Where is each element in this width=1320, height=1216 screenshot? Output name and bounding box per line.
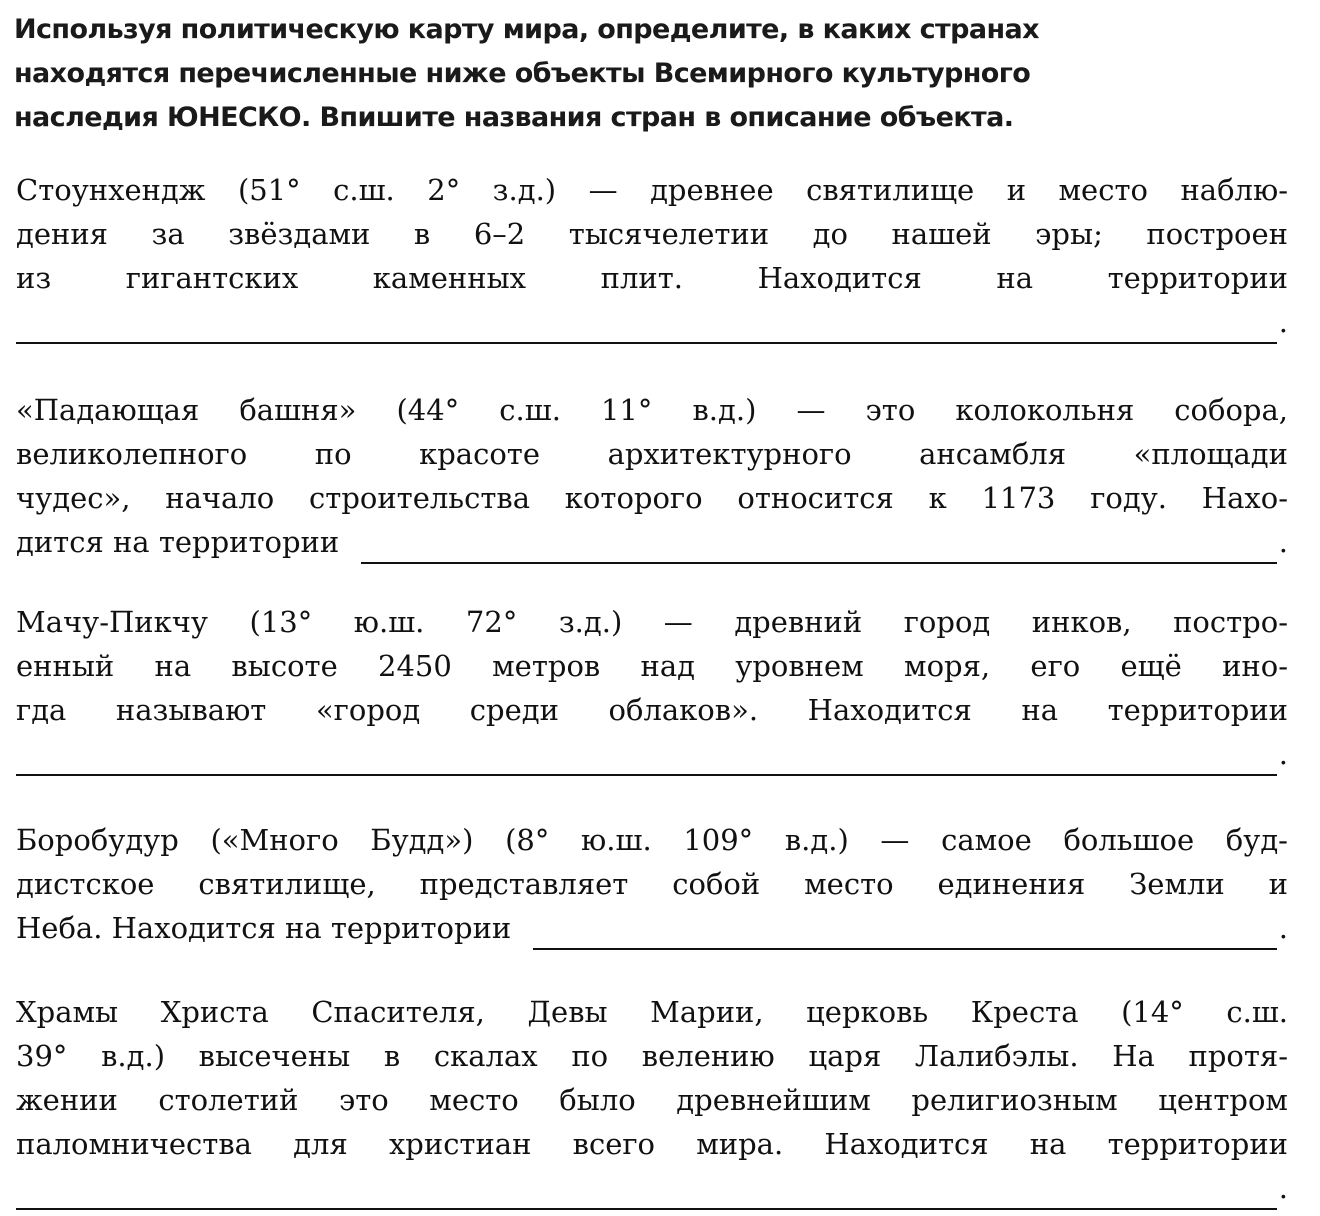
item-text-line: чудес», начало строительства которого относится к 1173 году. Нахо-: [16, 481, 1288, 515]
item-text-line: енный на высоте 2450 метров над уровнем моря, его ещё ино-: [16, 649, 1288, 683]
item-borobudur: [16, 818, 1288, 950]
instruction-line: Используя политическую карту мира, определите, в каких странах: [14, 14, 1039, 45]
item-text-line: дения за звёздами в 6–2 тысячелетии до нашей эры; построен: [16, 217, 1288, 251]
instruction-line: наследия ЮНЕСКО. Впишите названия стран в описание объекта.: [14, 102, 1014, 133]
item-text-line: великолепного по красоте архитектурного ансамбля «площади: [16, 437, 1288, 471]
item-text-line: дистское святилище, представляет собой место единения Земли и: [16, 867, 1288, 901]
item-lalibela: [16, 990, 1288, 1210]
item-text-line: Храмы Христа Спасителя, Девы Марии, церковь Креста (14° с.ш.: [16, 995, 1288, 1029]
item-tail-text: дится на территории: [16, 525, 340, 559]
answer-line: [16, 300, 1288, 344]
answer-line: [16, 732, 1288, 776]
answer-line: [16, 1166, 1288, 1210]
answer-period: .: [1278, 1171, 1288, 1205]
item-leaning-tower: [16, 388, 1288, 564]
item-text-line: жении столетий это место было древнейшим религиозным центром: [16, 1083, 1288, 1117]
answer-period: .: [1278, 305, 1288, 339]
answer-line: [16, 906, 1288, 950]
answer-line: [16, 520, 1288, 564]
item-text-line: «Падающая башня» (44° с.ш. 11° в.д.) — это колокольня собора,: [16, 393, 1288, 427]
answer-period: .: [1278, 737, 1288, 771]
item-tail-text: Неба. Находится на территории: [16, 911, 512, 945]
item-stonehenge: [16, 168, 1288, 344]
item-text-line: Боробудур («Много Будд») (8° ю.ш. 109° в.д.) — самое большое буд-: [16, 823, 1288, 857]
instruction-line: находятся перечисленные ниже объекты Всемирного культурного: [14, 58, 1031, 89]
answer-period: .: [1278, 525, 1288, 559]
answer-blank[interactable]: [16, 308, 1277, 344]
item-text-line: Мачу-Пикчу (13° ю.ш. 72° з.д.) — древний город инков, постро-: [16, 605, 1288, 639]
answer-blank[interactable]: [16, 740, 1277, 776]
item-text-line: из гигантских каменных плит. Находится на территории: [16, 261, 1288, 295]
task-instruction: [14, 8, 1294, 140]
item-text-line: паломничества для христиан всего мира. Находится на территории: [16, 1127, 1288, 1161]
answer-period: .: [1278, 911, 1288, 945]
answer-blank[interactable]: [533, 914, 1277, 950]
item-machu-picchu: [16, 600, 1288, 776]
answer-blank[interactable]: [16, 1174, 1277, 1210]
item-text-line: Стоунхендж (51° с.ш. 2° з.д.) — древнее святилище и место наблю-: [16, 173, 1288, 207]
item-text-line: 39° в.д.) высечены в скалах по велению царя Лалибэлы. На протя-: [16, 1039, 1288, 1073]
answer-blank[interactable]: [361, 528, 1277, 564]
item-text-line: гда называют «город среди облаков». Находится на территории: [16, 693, 1288, 727]
